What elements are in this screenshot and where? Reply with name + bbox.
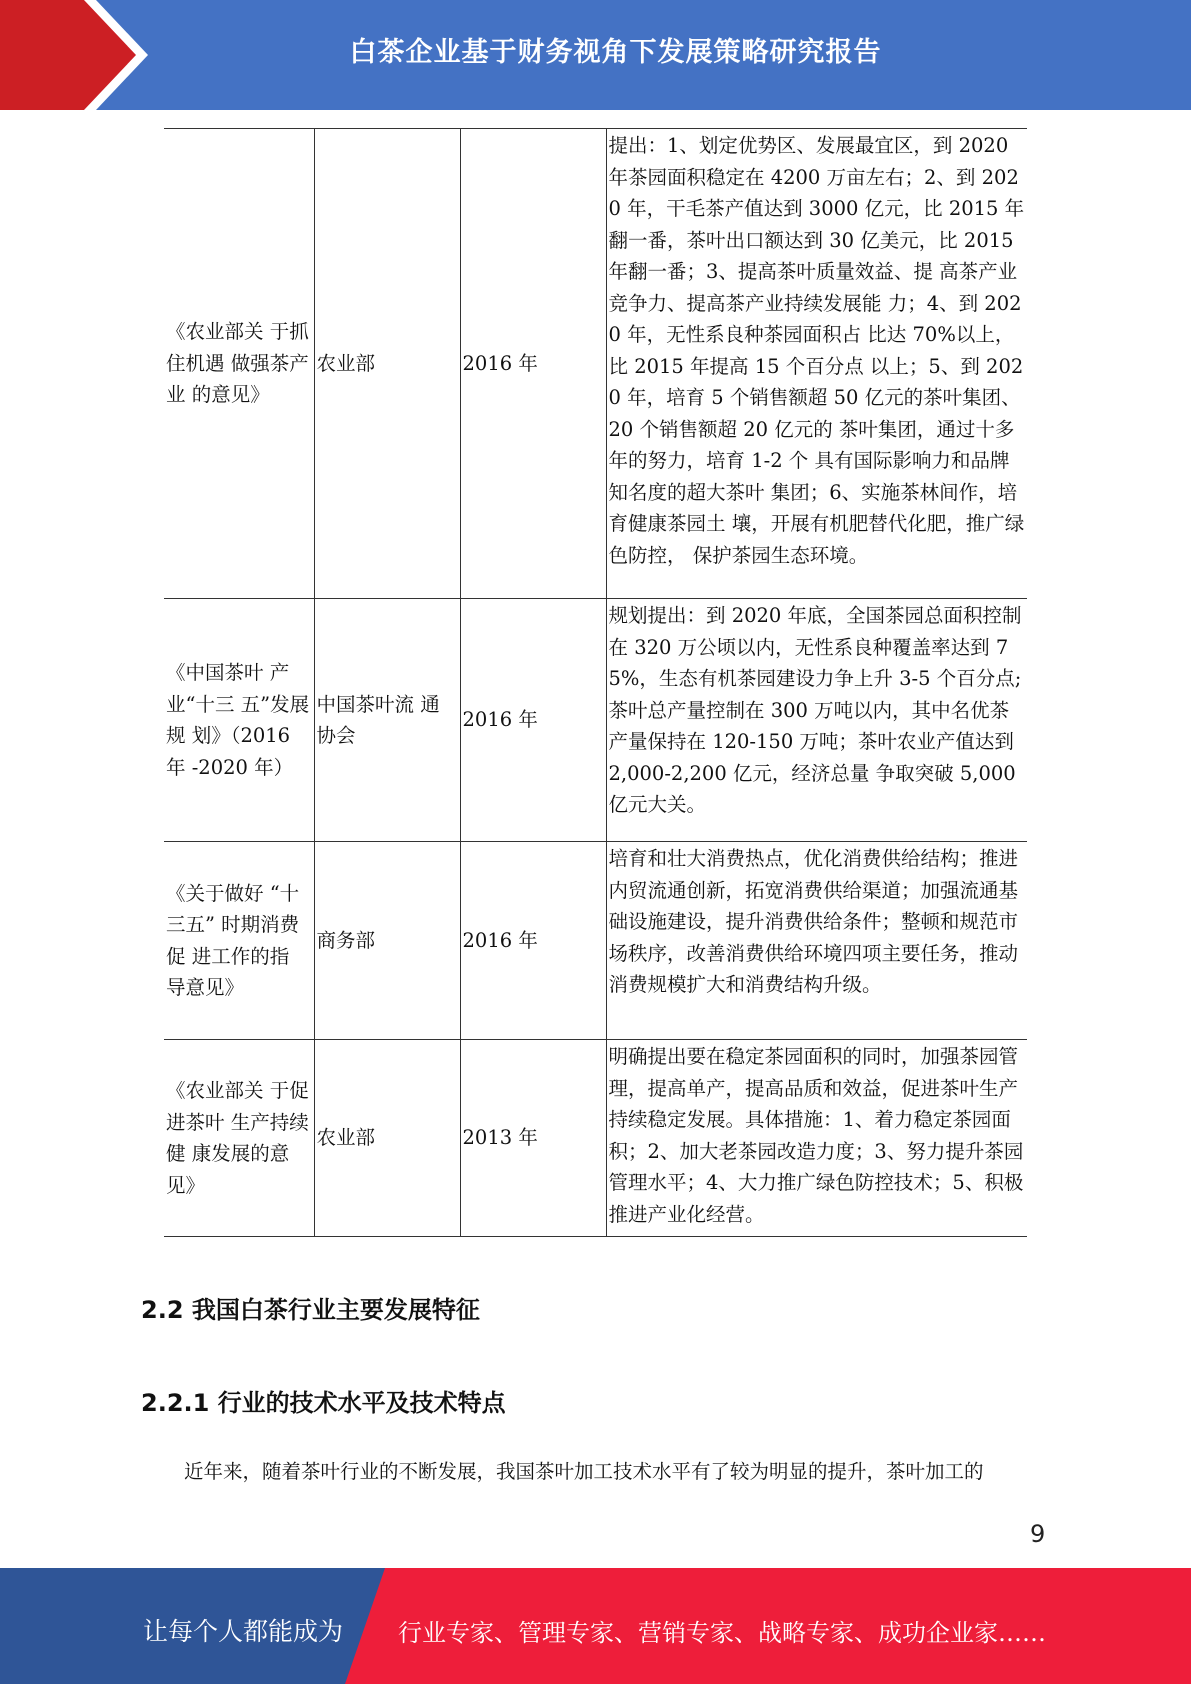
table-row bbox=[164, 842, 1027, 1040]
year-cell: 2013 年 bbox=[460, 1040, 606, 1237]
report-title: 白茶企业基于财务视角下发展策略研究报告 bbox=[349, 37, 882, 68]
policy-name-cell: 《中国茶叶 产业“十三 五”发展规 划》（2016 年 -2020 年） bbox=[164, 599, 314, 842]
policy-name-cell: 《农业部关 于促进茶叶 生产持续健 康发展的意 见》 bbox=[164, 1040, 314, 1237]
policy-content-cell: 明确提出要在稳定茶园面积的同时，加强茶园管理，提高单产，提高品质和效益，促进茶叶生产持续稳定发展。具体措施：1、着力稳定茶园面积；2、加大老茶园改造力度；3、努力提升茶园管理水平；4、大力推广绿色防控技术；5、积极推进产业化经营。 bbox=[606, 1040, 1027, 1237]
page-number: 9 bbox=[1030, 1520, 1046, 1548]
issuer-cell: 商务部 bbox=[314, 842, 460, 1040]
footer-slogan: 让每个人都能成为 bbox=[143, 1617, 344, 1646]
year-cell: 2016 年 bbox=[460, 599, 606, 842]
policy-content-cell: 提出：1、划定优势区、发展最宜区，到 2020 年茶园面积稳定在 4200 万亩左右；2、到 2020 年，干毛茶产值达到 3000 亿元，比 2015 年翻一番，茶叶出口额达到 30 亿美元，比 2015 年翻一番；3、提高茶叶质量效益、提 高茶产业竞争力、提高茶产业持续发展能 力；4、到 2020 年，无性系良种茶园面积占 比达 70%以上，比 2015 年提高 15 个百分点 以上；5、到 2020 年，培育 5 个销售额超 50 亿元的茶叶集团、20 个销售额超 20 亿元的 茶叶集团，通过十多年的努力，培育 1-2 个 具有国际影响力和品牌知名度的超大茶叶 集团；6、实施茶林间作，培育健康茶园土 壤，开展有机肥替代化肥，推广绿色防控， 保护茶园生态环境。 bbox=[606, 129, 1027, 599]
table-row bbox=[164, 129, 1027, 599]
policy-content-cell: 规划提出：到 2020 年底，全国茶园总面积控制在 320 万公顷以内，无性系良种覆盖率达到 75%，生态有机茶园建设力争上升 3-5 个百分点;茶叶总产量控制在 300 万吨以内，其中名优茶产量保持在 120-150 万吨；茶叶农业产值达到 2,000-2,200 亿元，经济总量 争取突破 5,000 亿元大关。 bbox=[606, 599, 1027, 842]
page-footer-banner bbox=[0, 1568, 1191, 1684]
body-paragraph: 近年来，随着茶叶行业的不断发展，我国茶叶加工技术水平有了较为明显的提升，茶叶加工的 bbox=[184, 1460, 984, 1483]
issuer-cell: 农业部 bbox=[314, 129, 460, 599]
section-heading: 2.2 我国白茶行业主要发展特征 bbox=[141, 1296, 480, 1324]
issuer-cell: 中国茶叶流 通协会 bbox=[314, 599, 460, 842]
footer-roles: 行业专家、管理专家、营销专家、战略专家、成功企业家…… bbox=[398, 1619, 1046, 1647]
issuer-cell: 农业部 bbox=[314, 1040, 460, 1237]
year-cell: 2016 年 bbox=[460, 842, 606, 1040]
page-header-banner bbox=[0, 0, 1191, 110]
policy-table bbox=[164, 128, 1027, 1237]
table-row bbox=[164, 1040, 1027, 1237]
policy-content-cell: 培育和壮大消费热点，优化消费供给结构；推进内贸流通创新，拓宽消费供给渠道；加强流通基础设施建设，提升消费供给条件；整顿和规范市场秩序，改善消费供给环境四项主要任务，推动消费规模扩大和消费结构升级。 bbox=[606, 842, 1027, 1040]
year-cell: 2016 年 bbox=[460, 129, 606, 599]
policy-name-cell: 《关于做好 “十三五” 时期消费促 进工作的指 导意见》 bbox=[164, 842, 314, 1040]
table-row bbox=[164, 599, 1027, 842]
subsection-heading: 2.2.1 行业的技术水平及技术特点 bbox=[141, 1389, 506, 1417]
policy-name-cell: 《农业部关 于抓住机遇 做强茶产业 的意见》 bbox=[164, 129, 314, 599]
